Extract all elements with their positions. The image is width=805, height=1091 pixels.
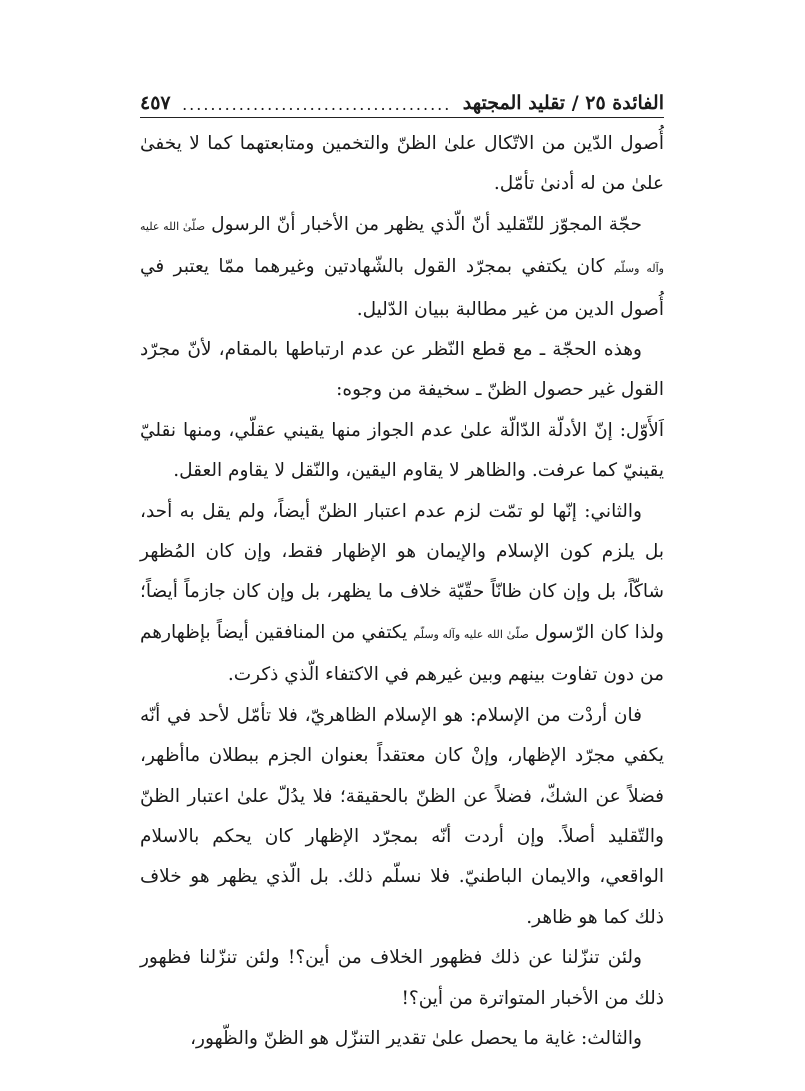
paragraph-3: وهذه الحجّة ـ مع قطع النّظر عن عدم ارتباطها بالمقام، لأنّ مجرّد القول غير حصول الظنّ ـ سخيفة من وجوه: [140,339,664,401]
paragraph-2 [140,205,664,330]
paragraph-7: ولئن تنزّلنا عن ذلك فظهور الخلاف من أين؟! ولئن تنزّلنا فظهور ذلك من الأخبار المتواترة من أين؟! [140,947,664,1009]
running-header [140,84,664,114]
paragraph-2-text-after: كان يكتفي بمجرّد القول بالشّهادتين وغيرهما ممّا يعتبر في أُصول الدين من غير مطالبة ببيان الدّليل. [140,256,664,320]
header-dot-leader: ...................................... [182,95,452,114]
honorific-salawat: صلّىٰ الله عليه وآله وسلّم [413,627,529,641]
paragraph-2-text-before: حجّة المجوّز للتّقليد أنّ الّذي يظهر من الأخبار أنّ الرسول [205,213,642,235]
paragraph-6: فان أردْت من الإسلام: هو الإسلام الظاهريّ، فلا تأمّل لأحد في أنّه يكفي مجرّد الإظهار، وإنْ كان معتقداً بعنوان الجزم ببطلان ماأظهر، فضلاً عن الشكّ، فضلاً عن الظنّ بالحقيقة؛ فلا يدُلّ علىٰ اعتبار الظنّ والتّقليد أصلاً. وإن أردت أنّه بمجرّد الإظهار كان يحكم بالاسلام الواقعي، والايمان الباطنيّ. فلا نسلّم ذلك. بل الّذي يظهر هو خلاف ذلك كما هو ظاهر. [140,704,664,928]
paragraph-5 [140,492,664,696]
body-text [140,124,664,1059]
page-number: ٤٥٧ [140,92,171,114]
header-rule [140,117,664,118]
honorific-salawat: صلّىٰ الله عليه وآله وسلّم [140,219,664,276]
paragraph-8: والثالث: غاية ما يحصل علىٰ تقدير التنزّل هو الظنّ والظّهور، [190,1027,642,1049]
paragraph-5-text-before: والثاني: إنّها لو تمّت لزم عدم اعتبار الظنّ أيضاً، ولم يقل به أحد، بل يلزم كون الإسلام والإيمان هو الإظهار فقط، وإن كان المُظهر شاكّاً، بل وإن كان ظانّاً حقّيّة خلاف ما يظهر، بل وإن كان جازماً أيضاً؛ ولذا كان الرّسول [140,500,664,643]
header-title: الفائدة ٢٥ / تقليد المجتهد [462,92,664,114]
paragraph-5-text-after: يكتفي من المنافقين أيضاً بإظهارهم من دون تفاوت بينهم وبين غيرهم في الاكتفاء الّذي ذكرت. [140,621,664,686]
paragraph-1: أُصول الدّين من الاتّكال علىٰ الظنّ والتخمين ومتابعتهما كما لا يخفىٰ علىٰ من له أدنىٰ تأمّل. [140,133,664,195]
paragraph-4: اَلأَوّل: إنّ الأدلّة الدّالّة علىٰ عدم الجواز منها يقيني عقلّي، ومنها نقليّ يقينيّ كما عرفت. والظاهر لا يقاوم اليقين، والنّقل لا يقاوم العقل. [140,419,664,482]
